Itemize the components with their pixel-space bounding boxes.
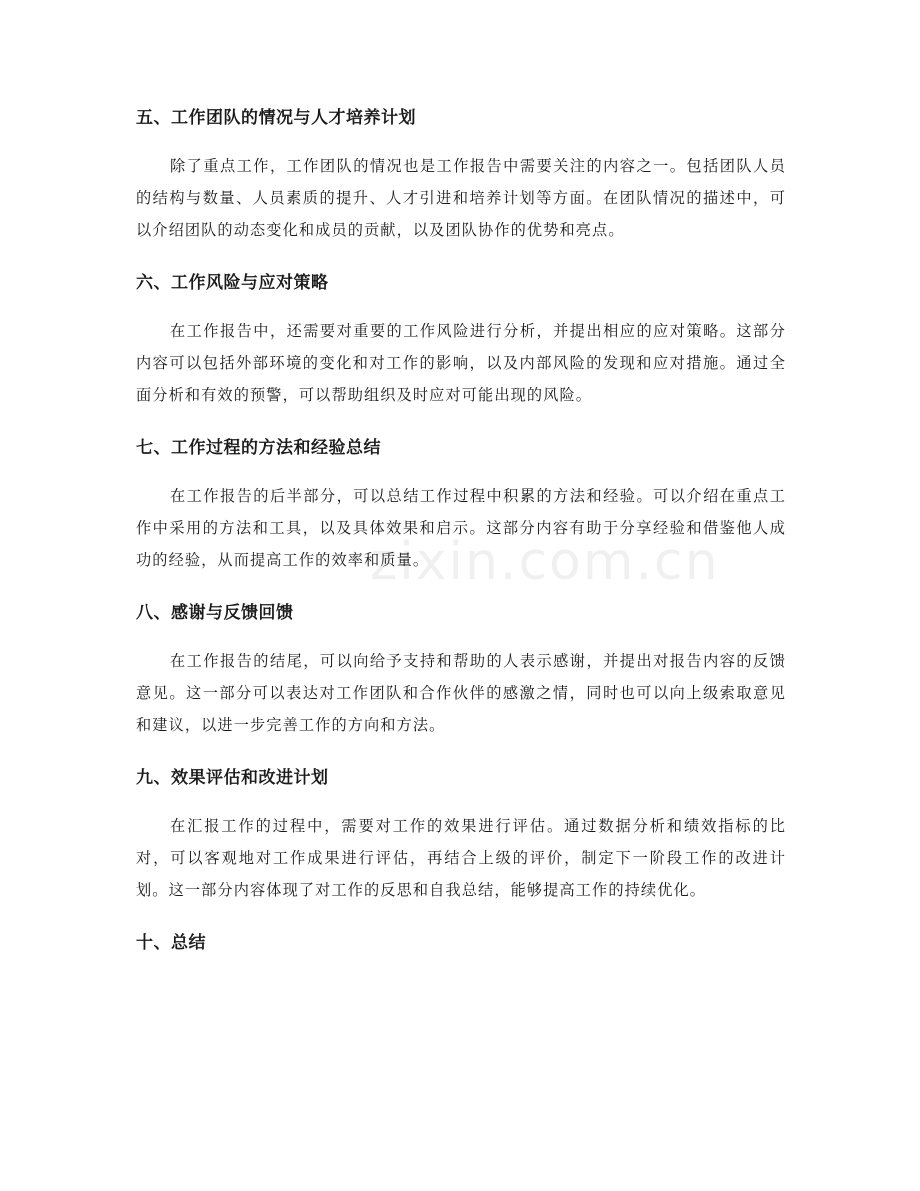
section-paragraph: 在汇报工作的过程中，需要对工作的效果进行评估。通过数据分析和绩效指标的比对，可以客观地对工作成果进行评估，再结合上级的评价，制定下一阶段工作的改进计划。这一部分内容体现了对工作的反思和自我总结，能够提高工作的持续优化。 [136,817,786,899]
section-paragraph: 在工作报告中，还需要对重要的工作风险进行分析，并提出相应的应对策略。这部分内容可以包括外部环境的变化和对工作的影响，以及内部风险的发现和应对措施。通过全面分析和有效的预警，可以帮助组织及时应对可能出现的风险。 [136,322,786,404]
section-heading: 六、工作风险与应对策略 [136,273,329,293]
section-5 [136,106,786,246]
watermark: zixin.com.cn [370,532,720,592]
section-heading: 十、总结 [136,933,206,953]
section-7 [136,436,786,576]
section-heading: 五、工作团队的情况与人才培养计划 [136,108,416,128]
section-heading: 八、感谢与反馈回馈 [136,603,294,623]
section-heading: 七、工作过程的方法和经验总结 [136,438,381,458]
document-body [136,106,786,975]
section-paragraph: 在工作报告的结尾，可以向给予支持和帮助的人表示感谢，并提出对报告内容的反馈意见。这一部分可以表达对工作团队和合作伙伴的感激之情，同时也可以向上级索取意见和建议，以进一步完善工作的方向和方法。 [136,652,786,734]
section-6 [136,271,786,411]
section-paragraph: 在工作报告的后半部分，可以总结工作过程中积累的方法和经验。可以介绍在重点工作中采用的方法和工具，以及具体效果和启示。这部分内容有助于分享经验和借鉴他人成功的经验，从而提高工作的效率和质量。 [136,487,786,569]
section-8 [136,601,786,741]
section-9 [136,766,786,906]
section-10 [136,931,786,955]
section-heading: 九、效果评估和改进计划 [136,768,329,788]
section-paragraph: 除了重点工作，工作团队的情况也是工作报告中需要关注的内容之一。包括团队人员的结构与数量、人员素质的提升、人才引进和培养计划等方面。在团队情况的描述中，可以介绍团队的动态变化和成员的贡献，以及团队协作的优势和亮点。 [136,157,786,239]
